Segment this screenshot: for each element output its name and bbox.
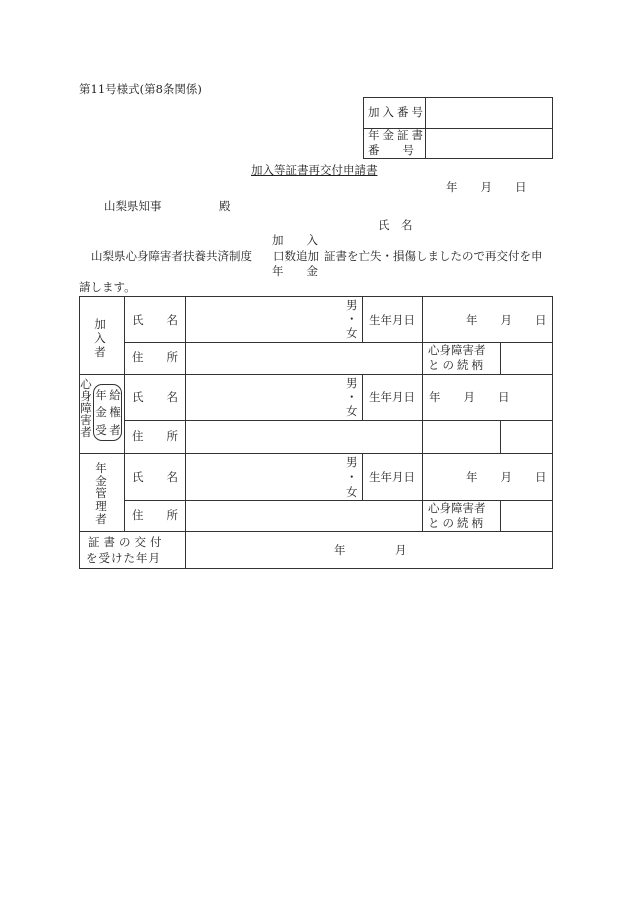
enrollee-birth-value[interactable]: 年 月 日 — [466, 313, 547, 327]
body-line-c: 請します。 — [79, 280, 136, 294]
pensioner-name-field[interactable] — [190, 380, 355, 416]
manager-relation-label-2: との続柄 — [428, 516, 486, 530]
enrollee-relation-label-2: との続柄 — [428, 358, 486, 372]
pensioner-name-label: 氏 名 — [132, 390, 178, 404]
enrollee-birth-label: 生年月日 — [369, 313, 415, 327]
manager-sex-female[interactable]: 女 — [346, 485, 358, 499]
pensioner-birth-value[interactable]: 年 月 日 — [429, 390, 510, 404]
manager-birth-label: 生年月日 — [369, 470, 415, 484]
body-line-a: 山梨県心身障害者扶養共済制度 — [91, 249, 252, 263]
enrollee-sex-female[interactable]: 女 — [346, 326, 358, 340]
issued-label-2: を受けた年月 — [86, 551, 161, 565]
applicant-name-label: 氏 名 — [378, 218, 413, 232]
manager-sex-separator: ・ — [346, 470, 358, 484]
choice-enroll: 加 入 — [272, 233, 318, 247]
manager-address-field[interactable] — [190, 504, 418, 527]
certificate-number-field[interactable] — [430, 134, 548, 152]
enrollee-name-label: 氏 名 — [132, 313, 178, 327]
page-title: 加入等証書再交付申請書 — [251, 163, 378, 177]
issued-label: 証書の交付 — [88, 535, 166, 549]
pensioner-outer-label: 心 身 障 害 者 — [80, 377, 92, 440]
pensioner-sex-male[interactable]: 男 — [346, 376, 358, 390]
manager-relation-label: 心身障害者 — [428, 501, 486, 515]
form-number: 第11号様式(第8条関係) — [79, 82, 202, 96]
manager-section-label: 年 金 管 理 者 — [95, 461, 107, 526]
body-line-b: 証書を亡失・損傷しましたので再交付を申 — [324, 249, 543, 263]
manager-name-field[interactable] — [190, 459, 355, 496]
pensioner-address-field[interactable] — [190, 424, 418, 449]
pensioner-address-label: 住 所 — [132, 429, 178, 443]
pensioner-inner-label-2: 給 権 者 — [109, 388, 121, 437]
manager-address-label: 住 所 — [132, 508, 178, 522]
choice-pension: 年 金 — [272, 264, 318, 278]
pensioner-sex-female[interactable]: 女 — [346, 404, 358, 418]
manager-name-label: 氏 名 — [132, 470, 178, 484]
manager-birth-value[interactable]: 年 月 日 — [466, 470, 547, 484]
enrollee-sex-separator: ・ — [346, 312, 358, 326]
membership-number-field[interactable] — [430, 105, 548, 123]
enrollee-sex-male[interactable]: 男 — [346, 298, 358, 312]
pensioner-birth-label: 生年月日 — [369, 390, 415, 404]
enrollee-address-field[interactable] — [190, 346, 418, 370]
enrollee-relation-label: 心身障害者 — [428, 343, 486, 357]
issued-year-label[interactable]: 年 — [334, 543, 346, 557]
enrollee-section-label: 加 入 者 — [94, 317, 106, 359]
enrollee-name-field[interactable] — [190, 302, 355, 338]
certificate-number-label-2: 番 号 — [368, 143, 414, 157]
pensioner-inner-label-1: 年 金 受 — [95, 388, 107, 437]
issued-month-label[interactable]: 月 — [395, 543, 407, 557]
membership-number-label: 加入番号 — [368, 105, 426, 119]
enrollee-relation-field[interactable] — [505, 346, 549, 370]
choice-additional-units: 口数追加 — [273, 249, 319, 263]
date-line: 年 月 日 — [446, 180, 527, 194]
certificate-number-label: 年金証書 — [368, 128, 426, 142]
pensioner-sex-separator: ・ — [346, 390, 358, 404]
manager-sex-male[interactable]: 男 — [346, 455, 358, 469]
enrollee-address-label: 住 所 — [132, 350, 178, 364]
manager-relation-field[interactable] — [505, 504, 549, 527]
addressee: 山梨県知事 殿 — [104, 199, 231, 213]
